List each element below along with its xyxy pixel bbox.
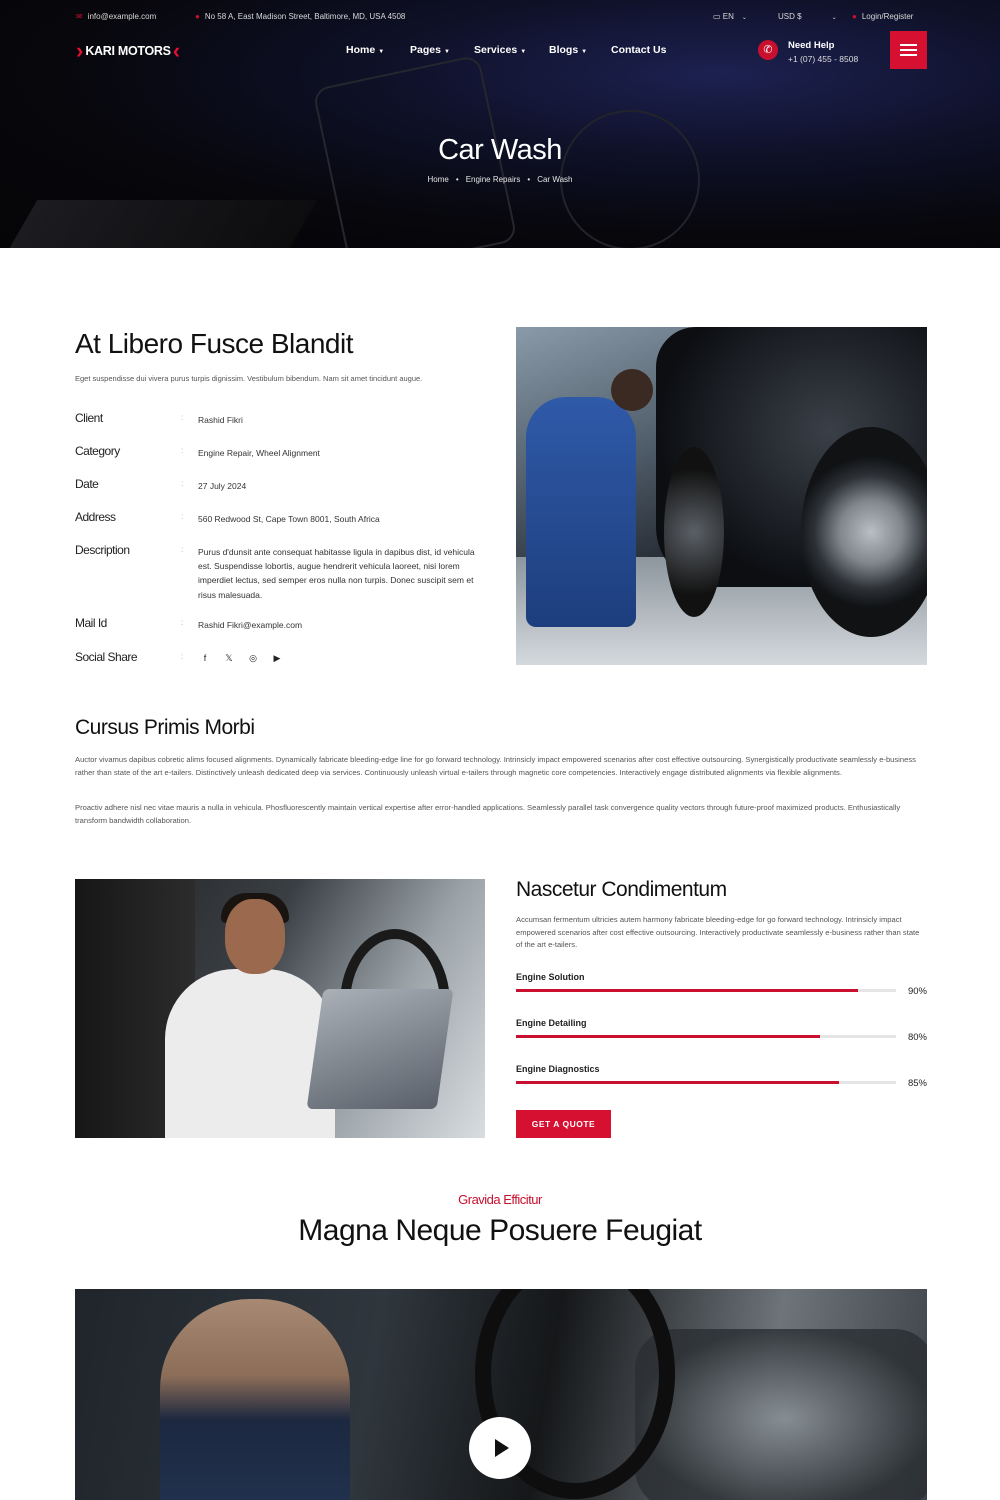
content-paragraph: Proactiv adhere nisl nec vitae mauris a nulla in vehicula. Phosfluorescently maintain vertical expertise after error-handled applications. Seamlessly parallel task convergence quality vectors through future-proof maximized products. Enthusiastically transform bandwidth collaboration. — [75, 803, 901, 825]
hamburger-menu-button[interactable] — [890, 31, 927, 69]
breadcrumb-home[interactable]: Home — [427, 175, 449, 184]
detail-separator: : — [181, 652, 184, 661]
chevron-down-icon: ⌄ — [741, 15, 747, 21]
mechanic-laptop-photo — [75, 879, 485, 1138]
nav-item-services[interactable] — [474, 44, 526, 56]
currency-select[interactable] — [778, 12, 837, 21]
topbar-address — [195, 12, 405, 21]
social-share-links — [198, 652, 284, 664]
nav-item-label: Home — [346, 44, 376, 56]
detail-label: Client — [75, 411, 103, 425]
user-icon: ● — [852, 12, 857, 21]
skills-paragraph: Accumsan fermentum ultricies autem harmony fabricate bleeding-edge for go forward technology. Intrinsicly impact empowered scenarios after cost effective outsourcing. Interactively productivate seamlessly e-business rather than state of the art e-tailers. — [516, 915, 920, 949]
chevron-down-icon: ▼ — [581, 49, 588, 55]
chevron-down-icon: ▼ — [378, 49, 385, 55]
detail-label: Mail Id — [75, 616, 107, 630]
brand-name: KARI MOTORS — [85, 44, 171, 58]
photo-car-rear-wheel — [664, 447, 724, 617]
nav-item-pages[interactable] — [410, 44, 450, 56]
chevron-down-icon: ▼ — [520, 49, 527, 55]
detail-label: Description — [75, 543, 130, 557]
flag-icon: ▭ — [713, 12, 723, 21]
mechanic-wheel-photo — [516, 327, 927, 665]
skill-track — [516, 989, 896, 992]
login-register-text: Login/Register — [861, 12, 914, 21]
hamburger-line — [900, 44, 917, 46]
skill-fill — [516, 1081, 839, 1084]
skill-percent: 85% — [907, 1078, 927, 1089]
hamburger-line — [900, 54, 917, 56]
skill-label: Engine Solution — [516, 972, 585, 982]
skill-percent: 80% — [907, 1032, 927, 1043]
section-heading: Magna Neque Posuere Feugiat — [298, 1214, 702, 1247]
skill-label: Engine Diagnostics — [516, 1064, 600, 1074]
detail-separator: : — [181, 479, 184, 488]
skills-heading: Nascetur Condimentum — [516, 878, 727, 901]
login-register-link[interactable] — [852, 12, 913, 21]
play-video-button[interactable] — [469, 1417, 531, 1479]
logo-chevron-icon: › — [76, 38, 84, 63]
skill-bar — [516, 1064, 927, 1094]
nav-item-label: Contact Us — [611, 44, 667, 56]
detail-value: Rashid Fikri — [198, 415, 243, 425]
chevron-down-icon: ▼ — [443, 49, 450, 55]
skill-track — [516, 1081, 896, 1084]
detail-label: Address — [75, 510, 116, 524]
detail-label: Date — [75, 477, 99, 491]
phone-icon: ✆ — [758, 40, 778, 60]
photo-mechanic — [160, 1299, 350, 1500]
get-a-quote-button[interactable]: GET A QUOTE — [516, 1110, 611, 1138]
nav-item-blogs[interactable] — [549, 44, 587, 56]
breadcrumb-separator: • — [455, 175, 459, 184]
main-navigation — [0, 30, 1000, 74]
skill-bar — [516, 1018, 927, 1048]
nav-item-home[interactable] — [346, 44, 384, 56]
detail-value: 27 July 2024 — [198, 481, 247, 491]
detail-value: Engine Repair, Wheel Alignment — [198, 448, 320, 458]
breadcrumb-current: Car Wash — [537, 175, 573, 184]
breadcrumb — [0, 175, 1000, 184]
hamburger-line — [900, 49, 917, 51]
skill-bar — [516, 972, 927, 1002]
photo-mechanic-face — [225, 899, 285, 974]
section-eyebrow: Gravida Efficitur — [458, 1192, 542, 1207]
skill-fill — [516, 989, 858, 992]
nav-item-label: Pages — [410, 44, 441, 56]
content-heading: Cursus Primis Morbi — [75, 716, 255, 739]
youtube-icon[interactable]: ▶ — [273, 653, 281, 663]
photo-mechanic — [526, 397, 636, 627]
logo-chevron-icon: ‹ — [172, 38, 181, 63]
detail-value: Purus d'dunsit ante consequat habitasse ligula in dapibus dist, id vehicula est. Suspendisse lobortis, augue hendrerit vehicula laoreet, nisi lorem imperdiet lectus, sed semper eros nulla non turpis. Donec suscipit sem et risus malesuada. — [198, 547, 475, 600]
nav-item-label: Services — [474, 44, 518, 56]
project-heading: At Libero Fusce Blandit — [75, 328, 353, 359]
x-icon[interactable]: 𝕏 — [225, 653, 233, 663]
skill-label: Engine Detailing — [516, 1018, 587, 1028]
mail-icon: ✉ — [76, 12, 83, 21]
language-value: EN — [722, 12, 734, 21]
nav-item-contact[interactable] — [611, 44, 666, 56]
photo-laptop — [307, 989, 454, 1109]
instagram-icon[interactable]: ◎ — [249, 653, 257, 663]
breadcrumb-engine-repairs[interactable]: Engine Repairs — [465, 175, 521, 184]
photo-dashboard — [635, 1329, 927, 1500]
detail-separator: : — [181, 618, 184, 627]
detail-separator: : — [181, 446, 184, 455]
page-title: Car Wash — [438, 134, 562, 166]
help-title: Need Help — [788, 40, 835, 51]
content-paragraph: Auctor vivamus dapibus cobretic alims focused alignments. Dynamically fabricate bleeding-edge line for go forward technology. Intrinsicly impact empowered scenarios after cost effective outsourcing. Synergistically productivate seamlessly e-business rather than state of the art e-tailers. Distinctively unleash dedicated deep via services. Continuously unleash virtual e-tailers through magnetic core competencies. Interactively engage distributed alignments via flexible alignments. — [75, 755, 916, 777]
detail-value[interactable]: Rashid Fikri@example.com — [198, 620, 303, 630]
detail-value: 560 Redwood St, Cape Town 8001, South Africa — [198, 514, 380, 524]
detail-separator: : — [181, 413, 184, 422]
skill-percent: 90% — [907, 986, 927, 997]
help-phone[interactable]: +1 (07) 455 - 8508 — [788, 54, 859, 64]
breadcrumb-separator: • — [527, 175, 531, 184]
page-hero — [0, 0, 1000, 248]
topbar-address-text: No 58 A, East Madison Street, Baltimore, MD, USA 4508 — [204, 12, 406, 21]
topbar-email[interactable] — [76, 12, 156, 21]
hero-background-shape — [3, 200, 318, 248]
facebook-icon[interactable]: f — [203, 653, 207, 663]
photo-mechanic-head — [611, 369, 653, 411]
detail-separator: : — [181, 512, 184, 521]
skill-fill — [516, 1035, 820, 1038]
nav-item-label: Blogs — [549, 44, 579, 56]
skill-track — [516, 1035, 896, 1038]
detail-label: Category — [75, 444, 120, 458]
currency-value: USD $ — [778, 12, 802, 21]
project-intro: Eget suspendisse dui vivera purus turpis dignissim. Vestibulum bibendum. Nam sit amet tincidunt augue. — [75, 374, 423, 383]
detail-label: Social Share — [75, 650, 138, 664]
language-select[interactable] — [713, 12, 747, 21]
photo-mechanic — [165, 969, 335, 1138]
topbar-email-text: info@example.com — [87, 12, 157, 21]
brand-logo[interactable] — [76, 40, 180, 62]
detail-separator: : — [181, 545, 184, 554]
play-icon — [495, 1439, 509, 1457]
top-bar — [0, 0, 1000, 34]
location-pin-icon: ● — [195, 12, 200, 21]
chevron-down-icon: ⌄ — [831, 15, 837, 21]
